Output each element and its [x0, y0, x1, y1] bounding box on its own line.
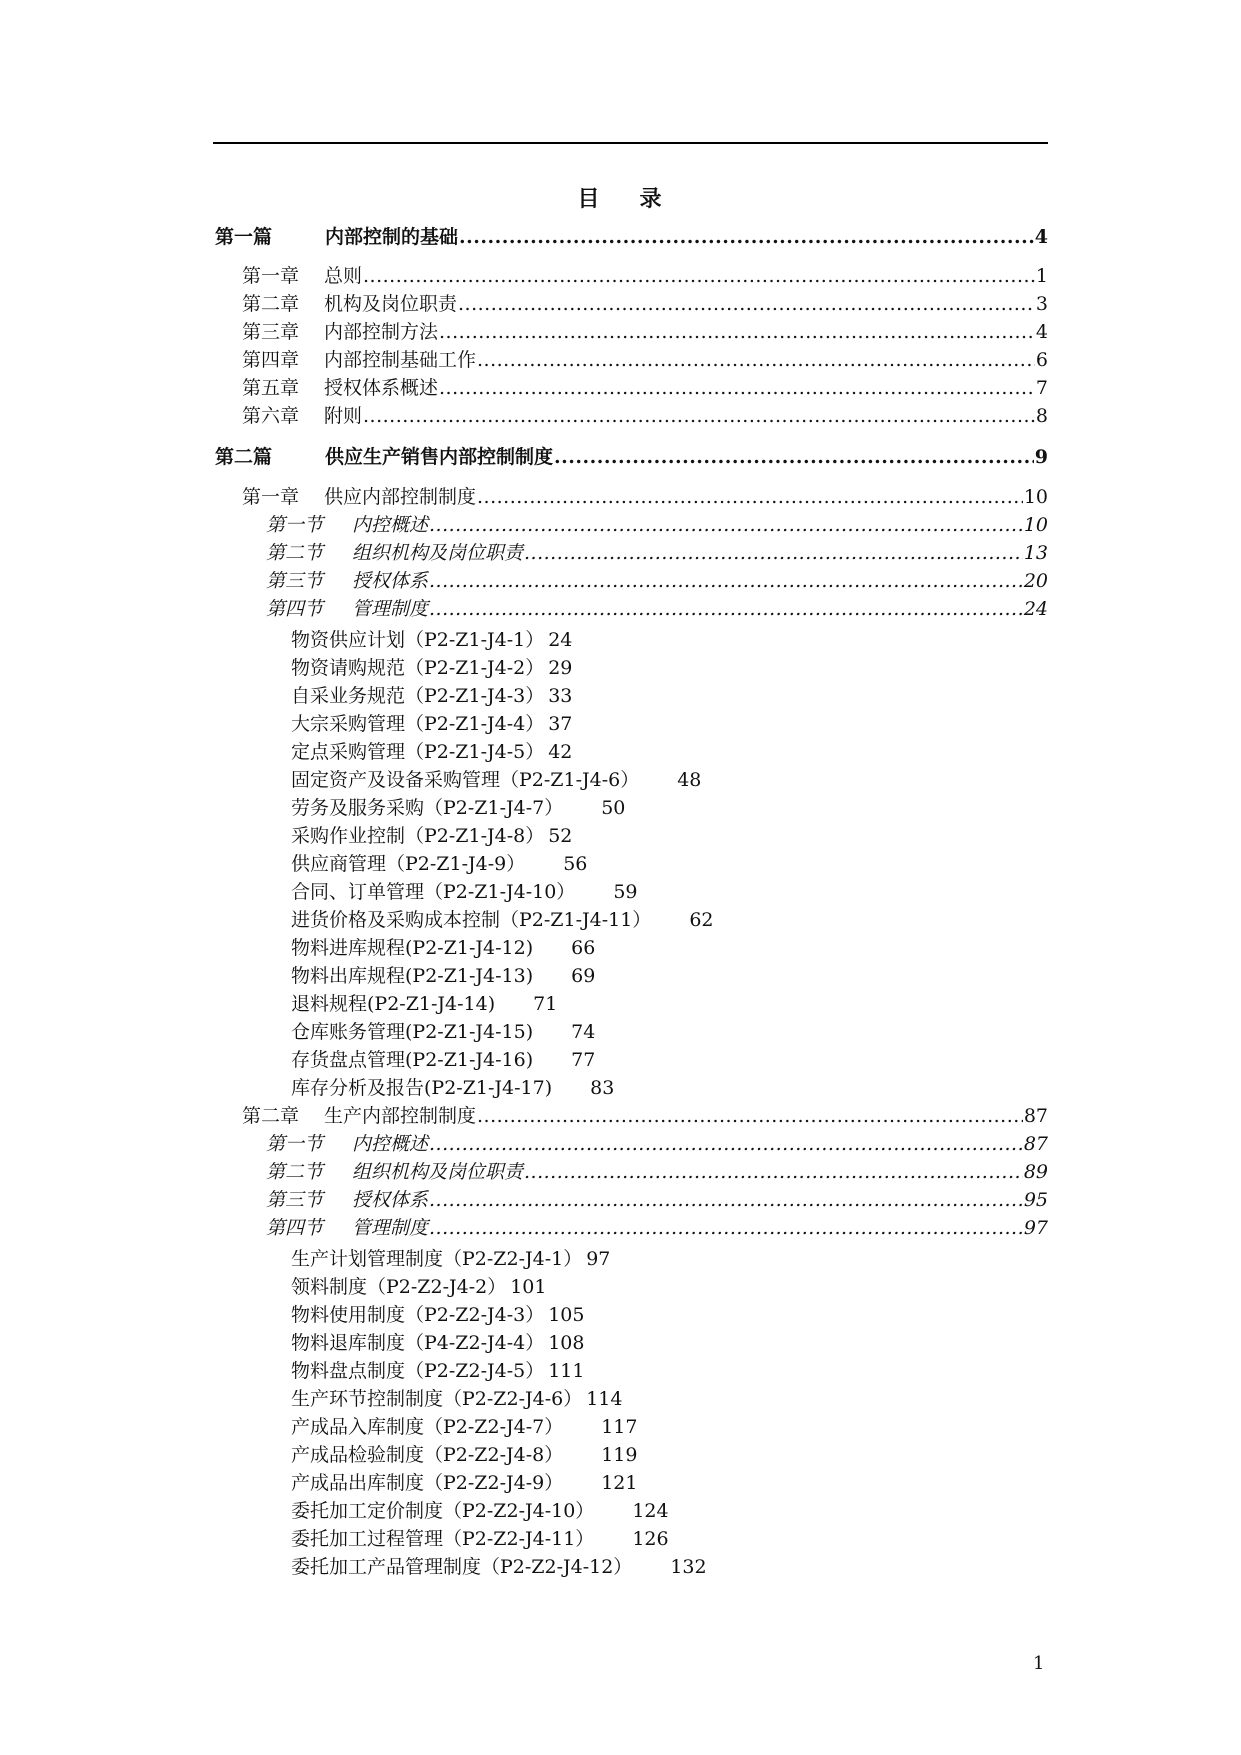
- chapter-number: 第二章: [242, 1105, 300, 1127]
- toc-section[interactable]: [266, 544, 1048, 563]
- toc-item[interactable]: [291, 1306, 584, 1325]
- page-ref: 108: [548, 1332, 585, 1354]
- page-ref: 97: [1023, 1217, 1048, 1239]
- page-ref: 33: [548, 685, 573, 707]
- item-title: 物资请购规范（P2-Z1-J4-2）: [291, 657, 545, 679]
- page-ref: 3: [1035, 293, 1048, 315]
- toc-item[interactable]: [291, 967, 595, 986]
- chapter-title: 生产内部控制制度: [324, 1105, 477, 1127]
- page-ref: 119: [601, 1444, 638, 1466]
- page-ref: 50: [601, 797, 626, 819]
- section-number: 第一节: [266, 1133, 324, 1155]
- page-ref: 105: [548, 1304, 585, 1326]
- section-number: 第一节: [266, 514, 324, 536]
- page-ref: 1: [1035, 265, 1048, 287]
- item-title: 产成品出库制度（P2-Z2-J4-9）: [291, 1472, 564, 1494]
- leader-dots: [524, 544, 1023, 563]
- chapter-title: 附则: [324, 405, 363, 427]
- toc-chapter[interactable]: [242, 323, 1048, 342]
- part-title: 供应生产销售内部控制制度: [325, 446, 554, 468]
- toc-item[interactable]: [291, 1418, 637, 1437]
- item-title: 生产环节控制制度（P2-Z2-J4-6）: [291, 1388, 583, 1410]
- leader-dots: [429, 572, 1023, 591]
- toc-item[interactable]: [291, 1502, 669, 1521]
- toc-chapter[interactable]: [242, 488, 1048, 507]
- chapter-title: 供应内部控制制度: [324, 486, 477, 508]
- toc-item[interactable]: [291, 1278, 546, 1297]
- item-title: 物料盘点制度（P2-Z2-J4-5）: [291, 1360, 545, 1382]
- leader-dots: [363, 267, 1035, 286]
- section-number: 第三节: [266, 1189, 324, 1211]
- section-number: 第四节: [266, 598, 324, 620]
- item-title: 定点采购管理（P2-Z1-J4-5）: [291, 741, 545, 763]
- part-title: 内部控制的基础: [325, 226, 459, 248]
- item-title: 退料规程(P2-Z1-J4-14): [291, 993, 496, 1015]
- section-title: 内控概述: [352, 1133, 429, 1155]
- section-title: 组织机构及岗位职责: [352, 542, 524, 564]
- chapter-title: 总则: [324, 265, 363, 287]
- leader-dots: [429, 1219, 1023, 1238]
- page-ref: 10: [1023, 486, 1048, 508]
- page-ref: 56: [563, 853, 588, 875]
- page-ref: 7: [1035, 377, 1048, 399]
- page-ref: 62: [689, 909, 714, 931]
- page-ref: 121: [601, 1472, 638, 1494]
- leader-dots: [429, 600, 1023, 619]
- page-ref: 89: [1023, 1161, 1048, 1183]
- toc-item[interactable]: [291, 995, 557, 1014]
- page-ref: 95: [1023, 1189, 1048, 1211]
- chapter-title: 授权体系概述: [324, 377, 439, 399]
- chapter-number: 第二章: [242, 293, 300, 315]
- toc-chapter[interactable]: [242, 407, 1048, 426]
- section-title: 管理制度: [352, 1217, 429, 1239]
- page-ref: 111: [548, 1360, 585, 1382]
- toc-chapter[interactable]: [242, 267, 1048, 286]
- toc-item[interactable]: [291, 855, 587, 874]
- toc-section[interactable]: [266, 1219, 1048, 1238]
- item-title: 物料使用制度（P2-Z2-J4-3）: [291, 1304, 545, 1326]
- toc-item[interactable]: [291, 1474, 637, 1493]
- page-ref: 52: [548, 825, 573, 847]
- toc-chapter[interactable]: [242, 295, 1048, 314]
- page-ref: 74: [571, 1021, 596, 1043]
- item-title: 大宗采购管理（P2-Z1-J4-4）: [291, 713, 545, 735]
- item-title: 仓库账务管理(P2-Z1-J4-15): [291, 1021, 534, 1043]
- part-number: 第一篇: [215, 226, 273, 248]
- page-ref: 4: [1034, 226, 1048, 248]
- leader-dots: [439, 379, 1035, 398]
- part-number: 第二篇: [215, 446, 273, 468]
- toc-section[interactable]: [266, 1135, 1048, 1154]
- section-number: 第三节: [266, 570, 324, 592]
- page-ref: 101: [510, 1276, 547, 1298]
- page-ref: 13: [1023, 542, 1048, 564]
- page-ref: 71: [533, 993, 558, 1015]
- toc-item[interactable]: [291, 1446, 637, 1465]
- toc-item[interactable]: [291, 1558, 707, 1577]
- toc-part-2[interactable]: [215, 448, 1048, 467]
- toc-item[interactable]: [291, 1530, 669, 1549]
- item-title: 物资供应计划（P2-Z1-J4-1）: [291, 629, 545, 651]
- page-ref: 4: [1035, 321, 1048, 343]
- toc-item[interactable]: [291, 771, 701, 790]
- toc-item[interactable]: [291, 1079, 614, 1098]
- leader-dots: [429, 1191, 1023, 1210]
- toc-title-char-1: 目: [577, 186, 602, 212]
- page-ref: 59: [613, 881, 638, 903]
- leader-dots: [429, 1135, 1023, 1154]
- leader-dots: [477, 351, 1035, 370]
- section-title: 组织机构及岗位职责: [352, 1161, 524, 1183]
- item-title: 委托加工产品管理制度（P2-Z2-J4-12）: [291, 1556, 633, 1578]
- leader-dots: [459, 228, 1034, 247]
- item-title: 生产计划管理制度（P2-Z2-J4-1）: [291, 1248, 583, 1270]
- toc-item[interactable]: [291, 1362, 584, 1381]
- item-title: 固定资产及设备采购管理（P2-Z1-J4-6）: [291, 769, 640, 791]
- toc-item[interactable]: [291, 631, 572, 650]
- item-title: 产成品入库制度（P2-Z2-J4-7）: [291, 1416, 564, 1438]
- toc-section[interactable]: [266, 600, 1048, 619]
- item-title: 采购作业控制（P2-Z1-J4-8）: [291, 825, 545, 847]
- chapter-number: 第三章: [242, 321, 300, 343]
- page-ref: 114: [586, 1388, 623, 1410]
- page-ref: 37: [548, 713, 573, 735]
- page-ref: 83: [590, 1077, 615, 1099]
- section-number: 第二节: [266, 542, 324, 564]
- item-title: 进货价格及采购成本控制（P2-Z1-J4-11）: [291, 909, 652, 931]
- toc-item[interactable]: [291, 799, 625, 818]
- toc-chapter[interactable]: [242, 1107, 1048, 1126]
- page-ref: 124: [632, 1500, 669, 1522]
- toc-chapter[interactable]: [242, 379, 1048, 398]
- toc-item[interactable]: [291, 1023, 595, 1042]
- page-ref: 132: [670, 1556, 707, 1578]
- toc-item[interactable]: [291, 715, 572, 734]
- page-number: 1: [1033, 1653, 1045, 1674]
- toc-item[interactable]: [291, 659, 572, 678]
- section-number: 第四节: [266, 1217, 324, 1239]
- page-ref: 24: [1023, 598, 1048, 620]
- toc-item[interactable]: [291, 911, 714, 930]
- page-ref: 9: [1034, 446, 1048, 468]
- toc-item[interactable]: [291, 939, 595, 958]
- page-ref: 8: [1035, 405, 1048, 427]
- item-title: 物料退库制度（P4-Z2-J4-4）: [291, 1332, 545, 1354]
- toc-title-char-2: 录: [639, 186, 664, 212]
- toc-chapter[interactable]: [242, 351, 1048, 370]
- item-title: 领料制度（P2-Z2-J4-2）: [291, 1276, 507, 1298]
- page-ref: 20: [1023, 570, 1048, 592]
- toc-item[interactable]: [291, 1250, 610, 1269]
- leader-dots: [458, 295, 1035, 314]
- item-title: 委托加工定价制度（P2-Z2-J4-10）: [291, 1500, 595, 1522]
- section-title: 授权体系: [352, 570, 429, 592]
- leader-dots: [429, 516, 1023, 535]
- page-ref: 69: [571, 965, 596, 987]
- page-ref: 42: [548, 741, 573, 763]
- toc-section[interactable]: [266, 1191, 1048, 1210]
- leader-dots: [477, 488, 1023, 507]
- toc-part-1[interactable]: [215, 228, 1048, 247]
- item-title: 劳务及服务采购（P2-Z1-J4-7）: [291, 797, 564, 819]
- leader-dots: [363, 407, 1035, 426]
- page-ref: 29: [548, 657, 573, 679]
- chapter-title: 机构及岗位职责: [324, 293, 458, 315]
- item-title: 合同、订单管理（P2-Z1-J4-10）: [291, 881, 576, 903]
- leader-dots: [439, 323, 1035, 342]
- toc-section[interactable]: [266, 516, 1048, 535]
- page-ref: 6: [1035, 349, 1048, 371]
- page-ref: 87: [1023, 1105, 1048, 1127]
- chapter-number: 第一章: [242, 265, 300, 287]
- toc-item[interactable]: [291, 1051, 595, 1070]
- leader-dots: [524, 1163, 1023, 1182]
- section-title: 管理制度: [352, 598, 429, 620]
- item-title: 供应商管理（P2-Z1-J4-9）: [291, 853, 526, 875]
- chapter-title: 内部控制方法: [324, 321, 439, 343]
- page-ref: 126: [632, 1528, 669, 1550]
- section-title: 内控概述: [352, 514, 429, 536]
- item-title: 产成品检验制度（P2-Z2-J4-8）: [291, 1444, 564, 1466]
- chapter-number: 第一章: [242, 486, 300, 508]
- toc-item[interactable]: [291, 1334, 584, 1353]
- page-ref: 117: [601, 1416, 638, 1438]
- section-title: 授权体系: [352, 1189, 429, 1211]
- toc-item[interactable]: [291, 743, 572, 762]
- page-ref: 77: [571, 1049, 596, 1071]
- item-title: 存货盘点管理(P2-Z1-J4-16): [291, 1049, 534, 1071]
- leader-dots: [554, 448, 1034, 467]
- page-ref: 87: [1023, 1133, 1048, 1155]
- toc-item[interactable]: [291, 827, 572, 846]
- item-title: 自采业务规范（P2-Z1-J4-3）: [291, 685, 545, 707]
- item-title: 物料进库规程(P2-Z1-J4-12): [291, 937, 534, 959]
- item-title: 委托加工过程管理（P2-Z2-J4-11）: [291, 1528, 595, 1550]
- item-title: 物料出库规程(P2-Z1-J4-13): [291, 965, 534, 987]
- chapter-number: 第五章: [242, 377, 300, 399]
- item-title: 库存分析及报告(P2-Z1-J4-17): [291, 1077, 553, 1099]
- page-ref: 48: [677, 769, 702, 791]
- page-ref: 97: [586, 1248, 611, 1270]
- chapter-title: 内部控制基础工作: [324, 349, 477, 371]
- page-ref: 24: [548, 629, 573, 651]
- toc-item[interactable]: [291, 687, 572, 706]
- page-ref: 66: [571, 937, 596, 959]
- page-ref: 10: [1023, 514, 1048, 536]
- toc-item[interactable]: [291, 1390, 622, 1409]
- chapter-number: 第四章: [242, 349, 300, 371]
- section-number: 第二节: [266, 1161, 324, 1183]
- toc-item[interactable]: [291, 883, 638, 902]
- toc-section[interactable]: [266, 572, 1048, 591]
- chapter-number: 第六章: [242, 405, 300, 427]
- leader-dots: [477, 1107, 1023, 1126]
- toc-section[interactable]: [266, 1163, 1048, 1182]
